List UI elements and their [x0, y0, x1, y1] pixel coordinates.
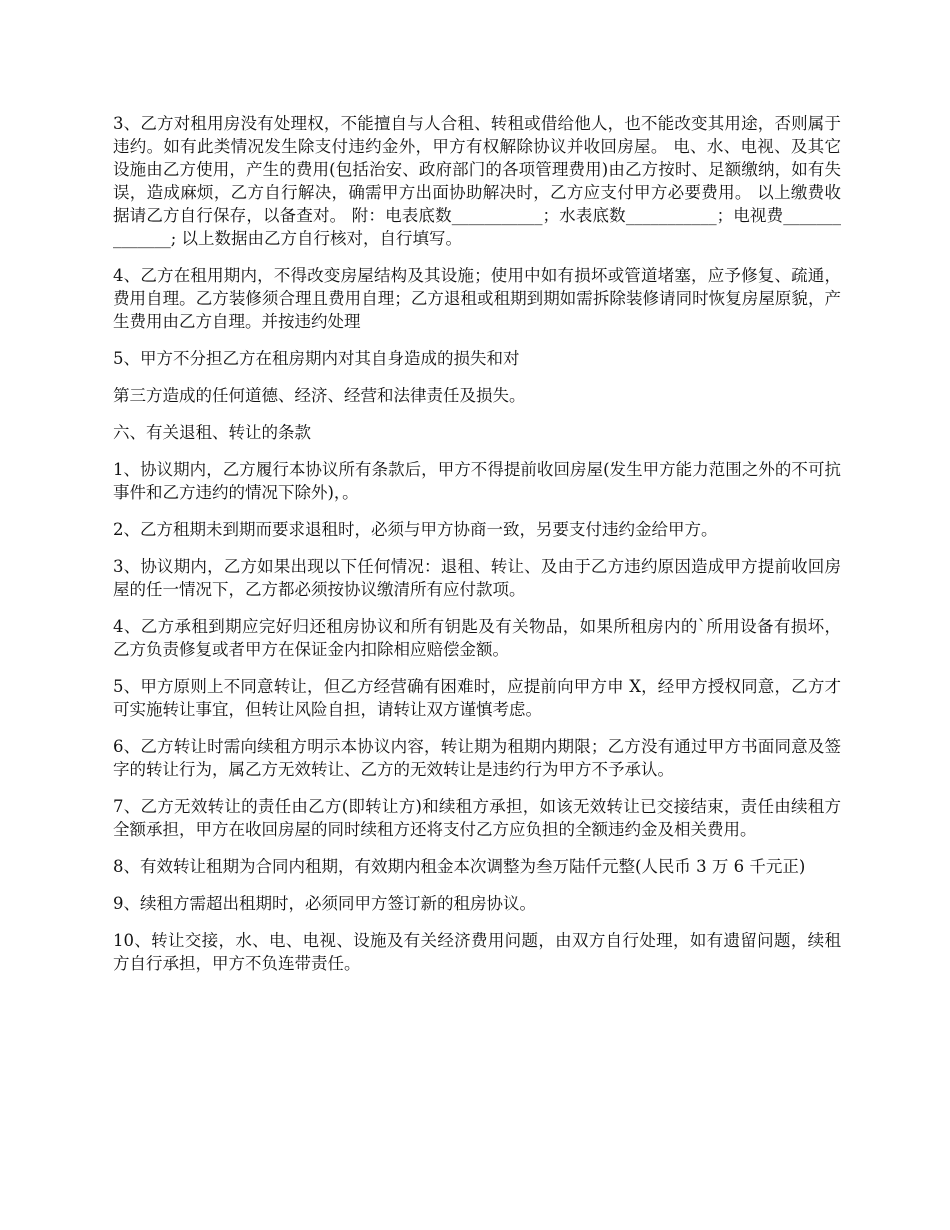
paragraph-transfer-5: 5、甲方原则上不同意转让，但乙方经营确有困难时，应提前向甲方申 X，经甲方授权同意，乙方才可实施转让事宜，但转让风险自担，请转让双方谨慎考虑。	[113, 677, 841, 719]
paragraph-transfer-7: 7、乙方无效转让的责任由乙方(即转让方)和续租方承担，如该无效转让已交接结束，责任由续租方全额承担，甲方在收回房屋的同时续租方还将支付乙方应负担的全额违约金及相关费用。	[113, 797, 841, 839]
paragraph-transfer-3: 3、协议期内，乙方如果出现以下任何情况：退租、转让、及由于乙方违约原因造成甲方提前收回房屋的任一情况下，乙方都必须按协议缴清所有应付款项。	[113, 557, 841, 599]
paragraph-transfer-1: 1、协议期内，乙方履行本协议所有条款后，甲方不得提前收回房屋(发生甲方能力范围之外的不可抗事件和乙方违约的情况下除外)，。	[113, 460, 841, 502]
paragraph-clause-5-continued: 第三方造成的任何道德、经济、经营和法律责任及损失。	[113, 386, 526, 405]
paragraph-clause-5-liability: 5、甲方不分担乙方在租房期内对其自身造成的损失和对	[113, 349, 520, 368]
paragraph-transfer-4: 4、乙方承租到期应完好归还租房协议和所有钥匙及有关物品，如果所租房内的`所用设备有损坏，乙方负责修复或者甲方在保证金内扣除相应赔偿金额。	[113, 617, 841, 659]
section-heading-termination-transfer: 六、有关退租、转让的条款	[113, 423, 311, 442]
paragraph-transfer-2: 2、乙方租期未到期而要求退租时，必须与甲方协商一致，另要支付违约金给甲方。	[113, 520, 718, 539]
paragraph-transfer-8: 8、有效转让租期为合同内租期，有效期内租金本次调整为叁万陆仟元整(人民币 3 万 6 千元正)	[113, 857, 806, 876]
paragraph-transfer-6: 6、乙方转让时需向续租方明示本协议内容，转让期为租期内期限；乙方没有通过甲方书面同意及签字的转让行为，属乙方无效转让、乙方的无效转让是违约行为甲方不予承认。	[113, 737, 841, 779]
paragraph-clause-3-usage: 3、乙方对租用房没有处理权，不能擅自与人合租、转租或借给他人，也不能改变其用途，否则属于违约。如有此类情况发生除支付违约金外，甲方有权解除协议并收回房屋。 电、水、电视、及其它设施由乙方使用，产生的费用(包括治安、政府部门的各项管理费用)由乙方按时、足额缴纳，如有失误，造成麻烦，乙方自行解决，确需甲方出面协助解决时，乙方应支付甲方必要费用。 以上缴费收据请乙方自行保存，以备查对。 附：电表底数___________；水表底数___________；电视费______________; 以上数据由乙方自行核对，自行填写。	[113, 114, 841, 248]
paragraph-clause-4-structure: 4、乙方在租用期内，不得改变房屋结构及其设施；使用中如有损坏或管道堵塞，应予修复、疏通，费用自理。乙方装修须合理且费用自理；乙方退租或租期到期如需拆除装修请同时恢复房屋原貌，产生费用由乙方自理。并按违约处理	[113, 266, 841, 331]
paragraph-transfer-9: 9、续租方需超出租期时，必须同甲方签订新的租房协议。	[113, 894, 536, 913]
document-body	[113, 112, 841, 989]
paragraph-transfer-10: 10、转让交接，水、电、电视、设施及有关经济费用问题，由双方自行处理，如有遗留问题，续租方自行承担，甲方不负连带责任。	[113, 931, 841, 973]
